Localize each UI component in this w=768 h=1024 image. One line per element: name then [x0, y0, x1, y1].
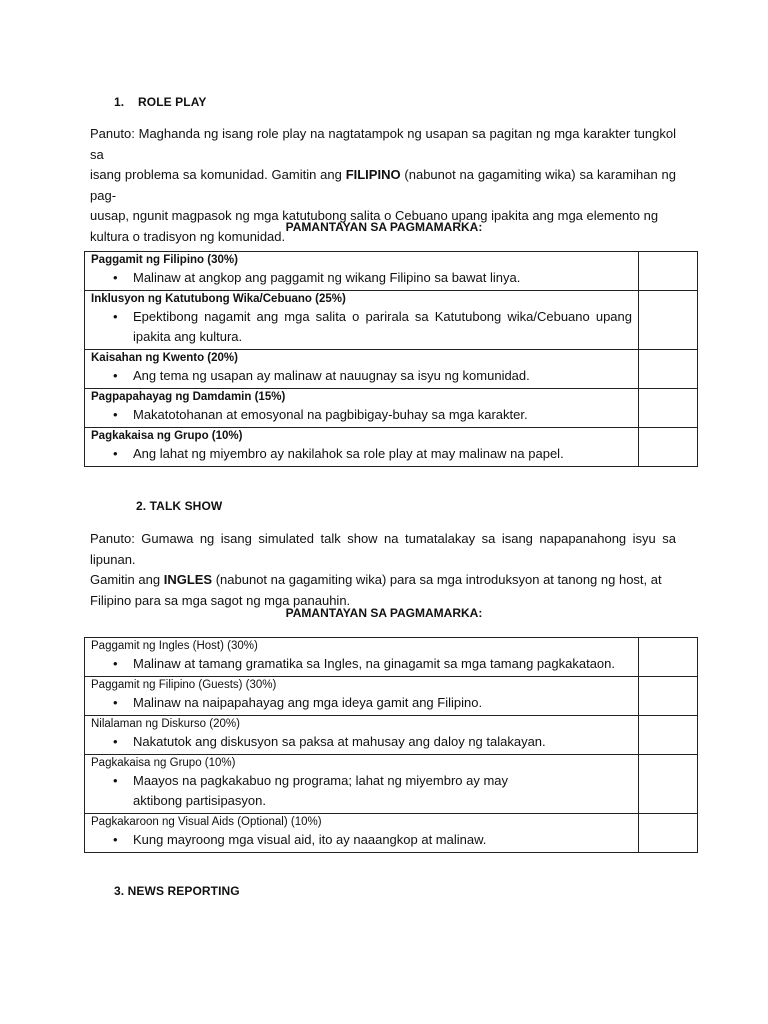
criterion-cell — [85, 716, 639, 755]
criterion-cell — [85, 638, 639, 677]
criterion-text: Ang tema ng usapan ay malinaw at nauugnay sa isyu ng komunidad. — [133, 368, 530, 383]
bullet-icon: • — [113, 446, 118, 461]
table-row — [85, 638, 698, 677]
instr-text: Gamitin ang — [90, 572, 164, 587]
bullet-icon: • — [113, 832, 118, 847]
criterion-label: Pagpapahayag ng Damdamin (15%) — [91, 391, 286, 403]
criterion-text: Maayos na pagkakabuo ng programa; lahat ng miyembro ay may aktibong partisipasyon. — [133, 773, 509, 808]
section2-rubric-table — [84, 637, 698, 853]
score-cell[interactable] — [639, 814, 698, 853]
bullet-icon: • — [113, 407, 118, 422]
instr-text: isang problema sa komunidad. Gamitin ang — [90, 167, 346, 182]
criterion-label: Paggamit ng Filipino (30%) — [91, 254, 238, 266]
section1-heading — [114, 95, 206, 109]
language-keyword: INGLES — [163, 572, 213, 587]
criterion-label: Paggamit ng Filipino (Guests) (30%) — [91, 679, 277, 691]
criterion-cell — [85, 814, 639, 853]
score-cell[interactable] — [639, 252, 698, 291]
section2-heading: 2. TALK SHOW — [136, 499, 223, 513]
criterion-text: Makatotohanan at emosyonal na pagbibigay-buhay sa mga karakter. — [133, 407, 528, 422]
bullet-icon: • — [113, 309, 118, 324]
criterion-cell — [85, 252, 639, 291]
criterion-cell — [85, 389, 639, 428]
table-row — [85, 291, 698, 350]
criterion-label: Pagkakaroon ng Visual Aids (Optional) (10%) — [91, 816, 322, 828]
criterion-text: Malinaw at angkop ang paggamit ng wikang Filipino sa bawat linya. — [133, 270, 521, 285]
criterion-label: Inklusyon ng Katutubong Wika/Cebuano (25%) — [91, 293, 346, 305]
table-row — [85, 389, 698, 428]
score-cell[interactable] — [639, 428, 698, 467]
bullet-icon: • — [113, 270, 118, 285]
bullet-icon: • — [113, 695, 118, 710]
section2-instructions — [90, 529, 676, 611]
section1-rubric-title: PAMANTAYAN SA PAGMAMARKA: — [285, 220, 483, 234]
bullet-icon: • — [113, 773, 118, 788]
criterion-cell — [85, 291, 639, 350]
criterion-text: Kung mayroong mga visual aid, ito ay naaangkop at malinaw. — [133, 832, 487, 847]
instr-text: (nabunot na gagamiting wika) sa karamihan ng pag- — [90, 167, 676, 203]
bullet-icon: • — [113, 734, 118, 749]
table-row — [85, 814, 698, 853]
section3-heading: 3. NEWS REPORTING — [114, 884, 240, 898]
language-keyword: FILIPINO — [345, 167, 401, 182]
criterion-text: Epektibong nagamit ang mga salita o parirala sa Katutubong wika/Cebuano upang ipakita ang kultura. — [133, 309, 632, 344]
criterion-cell — [85, 677, 639, 716]
section2-instructions-line: Filipino para sa mga sagot ng mga panauhin. — [90, 592, 351, 608]
score-cell[interactable] — [639, 389, 698, 428]
criterion-label: Paggamit ng Ingles (Host) (30%) — [91, 640, 258, 652]
score-cell[interactable] — [639, 638, 698, 677]
criterion-text: Ang lahat ng miyembro ay nakilahok sa role play at may malinaw na papel. — [133, 446, 564, 461]
criterion-text: Malinaw na naipapahayag ang mga ideya gamit ang Filipino. — [133, 695, 483, 710]
instr-text: (nabunot na gagamiting wika) para sa mga introduksyon at tanong ng host, at — [212, 572, 662, 587]
section1-instructions-line: kultura o tradisyon ng komunidad. — [90, 228, 286, 244]
score-cell[interactable] — [639, 755, 698, 814]
criterion-label: Nilalaman ng Diskurso (20%) — [91, 718, 240, 730]
score-cell[interactable] — [639, 350, 698, 389]
score-cell[interactable] — [639, 677, 698, 716]
criterion-cell — [85, 428, 639, 467]
section2-rubric-title: PAMANTAYAN SA PAGMAMARKA: — [285, 606, 483, 620]
section1-instructions-line: Panuto: Maghanda ng isang role play na nagtatampok ng usapan sa pagitan ng mga karakter tungkol sa — [90, 126, 676, 162]
criterion-cell — [85, 755, 639, 814]
criterion-label: Pagkakaisa ng Grupo (10%) — [91, 430, 243, 442]
section2-instructions-line — [90, 570, 676, 591]
criterion-text: Nakatutok ang diskusyon sa paksa at mahusay ang daloy ng talakayan. — [133, 734, 546, 749]
table-row — [85, 716, 698, 755]
table-row — [85, 252, 698, 291]
section1-number: 1. — [114, 95, 125, 109]
score-cell[interactable] — [639, 291, 698, 350]
section2-instructions-line: Panuto: Gumawa ng isang simulated talk show na tumatalakay sa isang napapanahong isyu sa lipunan. — [90, 531, 676, 567]
section1-title: ROLE PLAY — [138, 95, 207, 109]
criterion-cell — [85, 350, 639, 389]
section1-rubric-table — [84, 251, 698, 467]
score-cell[interactable] — [639, 716, 698, 755]
table-row — [85, 428, 698, 467]
table-row — [85, 755, 698, 814]
table-row — [85, 677, 698, 716]
section1-instructions-line: uusap, ngunit magpasok ng mga katutubong salita o Cebuano upang ipakita ang mga elemento ng — [90, 208, 659, 223]
criterion-text: Malinaw at tamang gramatika sa Ingles, na ginagamit sa mga tamang pagkakataon. — [133, 656, 615, 671]
section1-instructions-line — [90, 165, 676, 206]
bullet-icon: • — [113, 368, 118, 383]
criterion-label: Pagkakaisa ng Grupo (10%) — [91, 757, 236, 769]
criterion-label: Kaisahan ng Kwento (20%) — [91, 352, 238, 364]
bullet-icon: • — [113, 656, 118, 671]
table-row — [85, 350, 698, 389]
